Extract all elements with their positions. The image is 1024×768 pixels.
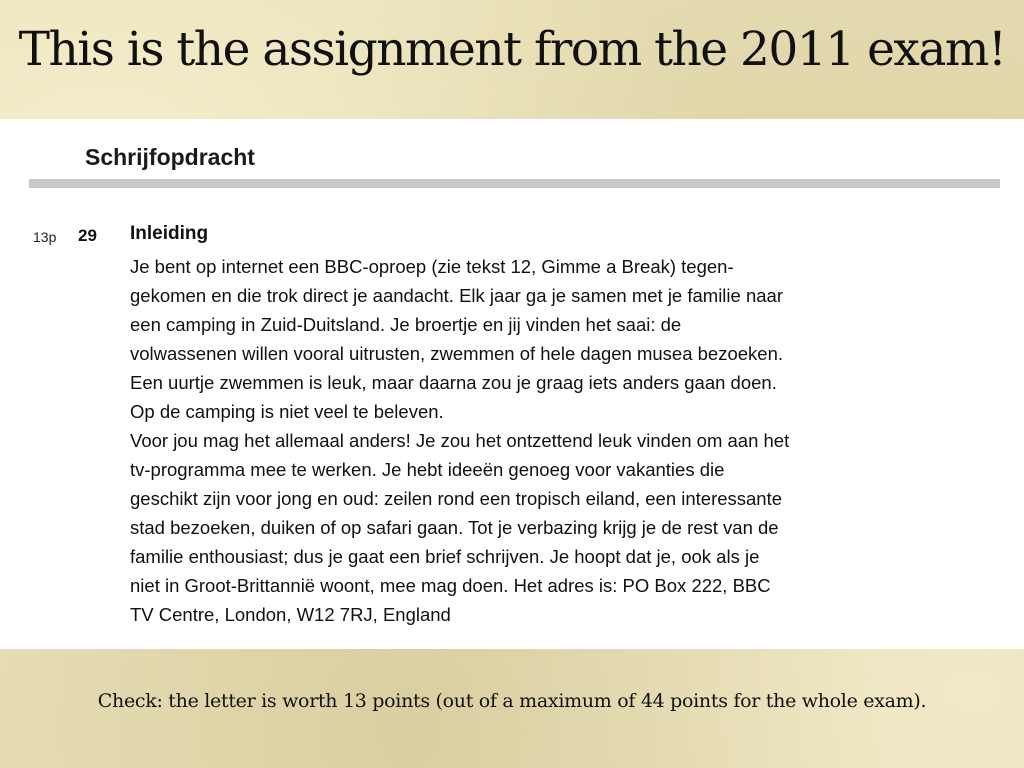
text-line: een camping in Zuid-Duitsland. Je broertje en jij vinden het saai: de <box>130 314 682 335</box>
text-line: geschikt zijn voor jong en oud: zeilen rond een tropisch eiland, een interessante <box>130 488 783 509</box>
text-line: TV Centre, London, W12 7RJ, England <box>130 604 451 625</box>
document-heading: Schrijfopdracht <box>85 144 255 170</box>
text-line: Je bent op internet een BBC-oproep (zie tekst 12, Gimme a Break) tegen- <box>130 256 734 277</box>
text-line: niet in Groot-Brittannië woont, mee mag doen. Het adres is: PO Box 222, BBC <box>130 575 771 596</box>
assignment-text <box>130 252 1010 629</box>
text-line: stad bezoeken, duiken of op safari gaan. Tot je verbazing krijg je de rest van de <box>130 517 779 538</box>
section-subheading: Inleiding <box>130 223 209 244</box>
exam-document <box>0 119 1024 649</box>
slide-caption: Check: the letter is worth 13 points (out of a maximum of 44 points for the whole exam). <box>97 690 927 712</box>
text-line: tv-programma mee te werken. Je hebt ideeën genoeg voor vakanties die <box>130 459 725 480</box>
text-line: Op de camping is niet veel te beleven. <box>130 401 444 422</box>
text-line: volwassenen willen vooral uitrusten, zwemmen of hele dagen musea bezoeken. <box>130 343 784 364</box>
slide-title: This is the assignment from the 2011 exam! <box>18 22 1006 77</box>
question-number: 29 <box>78 226 97 245</box>
points-label: 13p <box>33 229 57 245</box>
text-line: gekomen en die trok direct je aandacht. Elk jaar ga je samen met je familie naar <box>130 285 783 306</box>
text-line: Voor jou mag het allemaal anders! Je zou het ontzettend leuk vinden om aan het <box>130 430 790 451</box>
text-line: Een uurtje zwemmen is leuk, maar daarna zou je graag iets anders gaan doen. <box>130 372 777 393</box>
heading-divider <box>29 179 1000 188</box>
text-line: familie enthousiast; dus je gaat een brief schrijven. Je hoopt dat je, ook als je <box>130 546 760 567</box>
